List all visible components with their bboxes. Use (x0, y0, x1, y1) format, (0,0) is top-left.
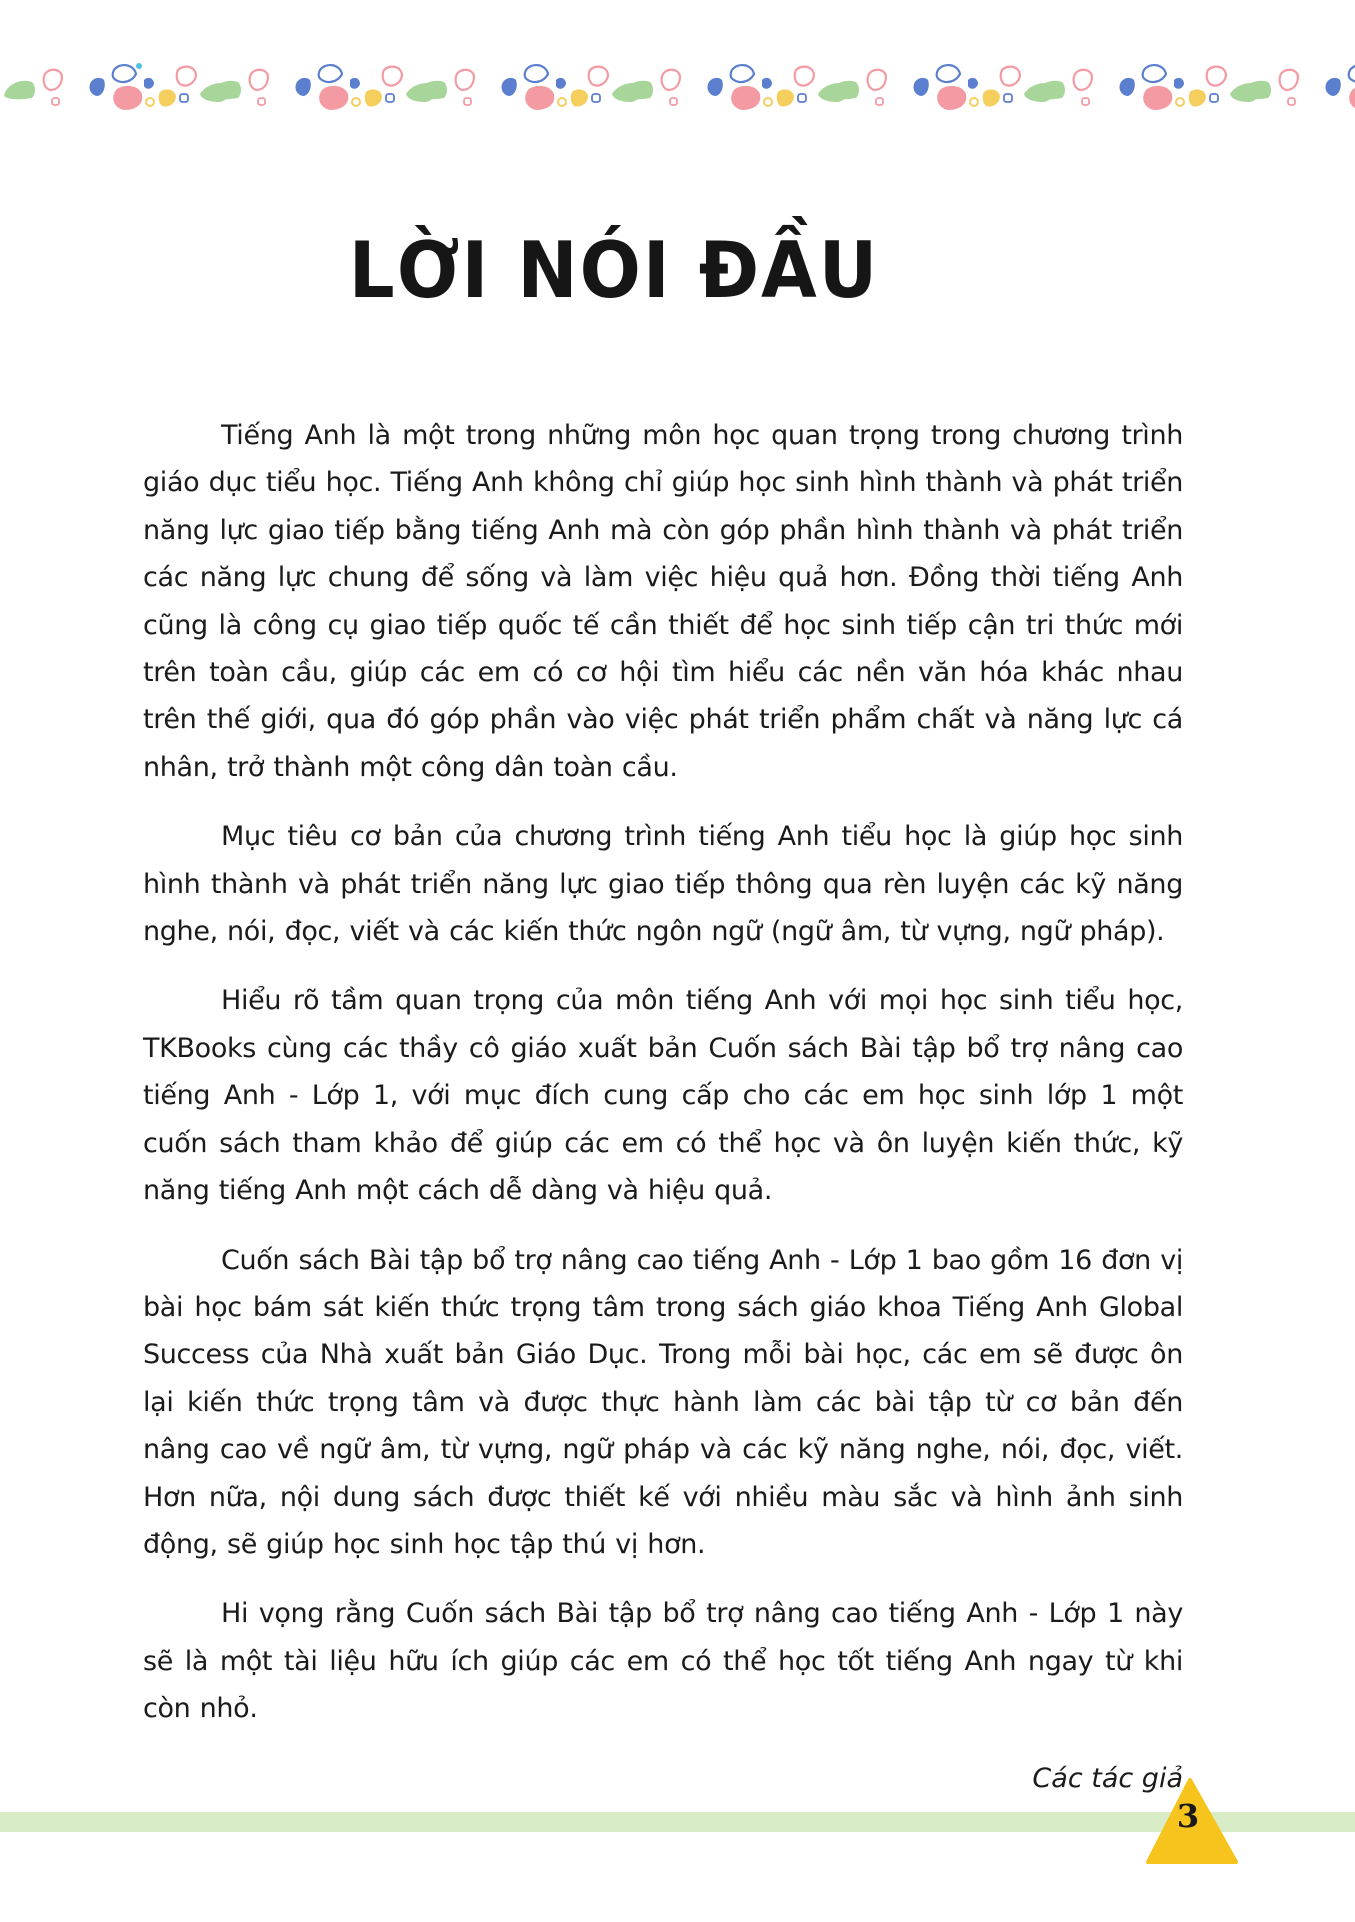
signature: Các tác giả (1032, 1762, 1183, 1794)
decorative-top-border (0, 50, 1355, 120)
preface-body (143, 412, 1183, 1802)
paragraph-1: Tiếng Anh là một trong những môn học quan trọng trong chương trình giáo dục tiểu học. Tiếng Anh không chỉ giúp học sinh hình thành và phát triển năng lực giao tiếp bằng tiếng Anh mà còn góp phần hình thành và phát triển các năng lực chung để sống và làm việc hiệu quả hơn. Đồng thời tiếng Anh cũng là công cụ giao tiếp quốc tế cần thiết để học sinh tiếp cận tri thức mới trên toàn cầu, giúp các em có cơ hội tìm hiểu các nền văn hóa khác nhau trên thế giới, qua đó góp phần vào việc phát triển phẩm chất và năng lực cá nhân, trở thành một công dân toàn cầu. (143, 420, 1183, 783)
paragraph-4: Cuốn sách Bài tập bổ trợ nâng cao tiếng Anh - Lớp 1 bao gồm 16 đơn vị bài học bám sát kiến thức trọng tâm trong sách giáo khoa Tiếng Anh Global Success của Nhà xuất bản Giáo Dục. Trong mỗi bài học, các em sẽ được ôn lại kiến thức trọng tâm và được thực hành làm các bài tập từ cơ bản đến nâng cao về ngữ âm, từ vựng, ngữ pháp và các kỹ năng nghe, nói, đọc, viết. Hơn nữa, nội dung sách được thiết kế với nhiều màu sắc và hình ảnh sinh động, sẽ giúp học sinh học tập thú vị hơn. (143, 1244, 1183, 1560)
paragraph-3: Hiểu rõ tầm quan trọng của môn tiếng Anh với mọi học sinh tiểu học, TKBooks cùng các thầy cô giáo xuất bản Cuốn sách Bài tập bổ trợ nâng cao tiếng Anh - Lớp 1, với mục đích cung cấp cho các em học sinh lớp 1 một cuốn sách tham khảo để giúp các em có thể học và ôn luyện kiến thức, kỹ năng tiếng Anh một cách dễ dàng và hiệu quả. (143, 985, 1183, 1207)
page-title: LỜI NÓI ĐẦU (348, 224, 880, 316)
page-number: 3 (1176, 1797, 1200, 1835)
paragraph-2: Mục tiêu cơ bản của chương trình tiếng Anh tiểu học là giúp học sinh hình thành và phát triển năng lực giao tiếp thông qua rèn luyện các kỹ năng nghe, nói, đọc, viết và các kiến thức ngôn ngữ (ngữ âm, từ vựng, ngữ pháp). (143, 821, 1183, 948)
paragraph-5: Hi vọng rằng Cuốn sách Bài tập bổ trợ nâng cao tiếng Anh - Lớp 1 này sẽ là một tài liệu hữu ích giúp các em có thể học tốt tiếng Anh ngay từ khi còn nhỏ. (143, 1598, 1183, 1725)
